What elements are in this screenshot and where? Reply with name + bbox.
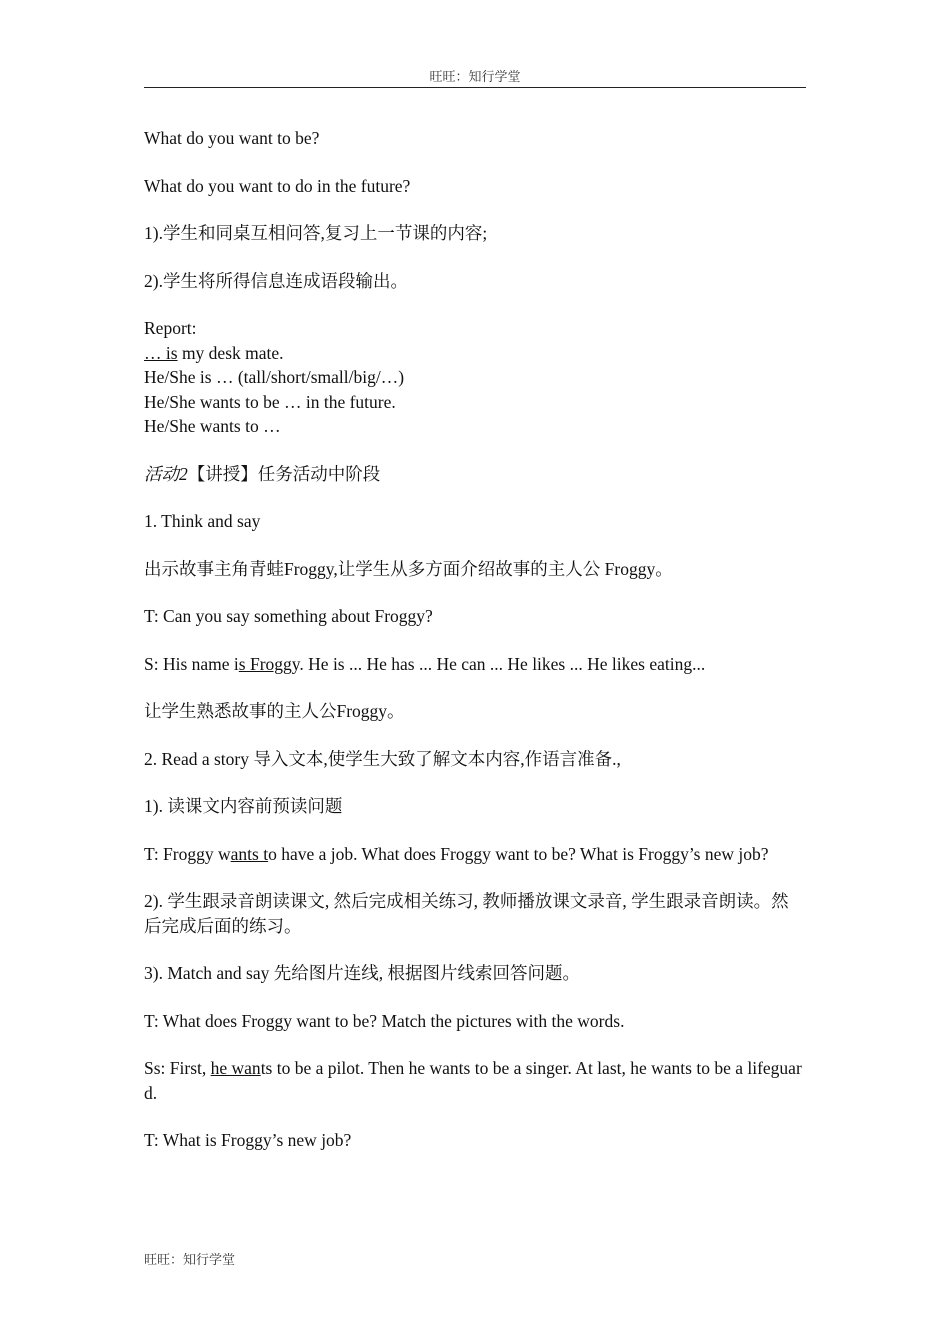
report-line-2: He/She is … (tall/short/small/big/…) [144, 367, 405, 387]
teacher-ask-1: T: Can you say something about Froggy? [144, 606, 433, 626]
teacher-ask-2-post: o have a job. What does Froggy want to be? What is Froggy’s new job? [268, 843, 769, 864]
teacher-ask-4: T: What is Froggy’s new job? [144, 1130, 352, 1150]
report-line-1-underlined: … is [144, 342, 178, 363]
students-answer [144, 1056, 806, 1105]
document-body [144, 126, 806, 1176]
teacher-ask-2-underlined: ants t [230, 843, 269, 864]
students-answer-post: ts to be a pilot. Then he wants to be a singer. At last, he wants to be a lifeguard. [144, 1058, 802, 1103]
student-answer-pre: S: His name i [144, 653, 239, 674]
listen-and-read: 2). 学生跟录音朗读课文, 然后完成相关练习, 教师播放课文录音, 学生跟录音朗读。然后完成后面的练习。 [144, 891, 789, 936]
pre-read-questions: 1). 读课文内容前预读问题 [144, 796, 343, 816]
familiarize: 让学生熟悉故事的主人公Froggy。 [144, 701, 405, 721]
think-and-say: 1. Think and say [144, 511, 261, 531]
student-answer-post: y. He is ... He has ... He can ... He likes ... He likes eating... [291, 653, 706, 674]
read-a-story: 2. Read a story 导入文本,使学生大致了解文本内容,作语言准备., [144, 748, 621, 769]
report-block [144, 316, 806, 439]
report-line-1 [144, 341, 806, 366]
step-2: 2).学生将所得信息连成语段输出。 [144, 270, 408, 291]
page-header: 旺旺：知行学堂 [144, 66, 806, 88]
teacher-ask-3: T: What does Froggy want to be? Match the pictures with the words. [144, 1010, 625, 1031]
show-froggy: 出示故事主角青蛙Froggy,让学生从多方面介绍故事的主人公 Froggy。 [144, 558, 673, 579]
question-2: What do you want to do in the future? [144, 175, 411, 196]
student-answer-underlined: s Frogg [238, 653, 292, 674]
student-answer [144, 652, 806, 677]
step-1: 1).学生和同桌互相问答,复习上一节课的内容; [144, 223, 488, 243]
page-footer: 旺旺：知行学堂 [144, 1252, 236, 1267]
match-and-say: 3). Match and say 先给图片连线, 根据图片线索回答问题。 [144, 963, 581, 983]
report-title: Report: [144, 318, 197, 338]
students-answer-underlined: he wan [210, 1058, 261, 1078]
students-answer-pre: Ss: First, [144, 1058, 211, 1078]
teacher-ask-2-pre: T: Froggy w [144, 843, 231, 864]
activity-title: 【讲授】任务活动中阶段 [187, 463, 381, 484]
report-line-4: He/She wants to … [144, 416, 281, 436]
activity-heading [144, 462, 806, 487]
activity-label: 活动2 [144, 463, 188, 484]
teacher-ask-2 [144, 842, 806, 867]
report-line-1-rest: my desk mate. [177, 342, 284, 363]
report-line-3: He/She wants to be … in the future. [144, 391, 396, 412]
question-1: What do you want to be? [144, 128, 320, 148]
